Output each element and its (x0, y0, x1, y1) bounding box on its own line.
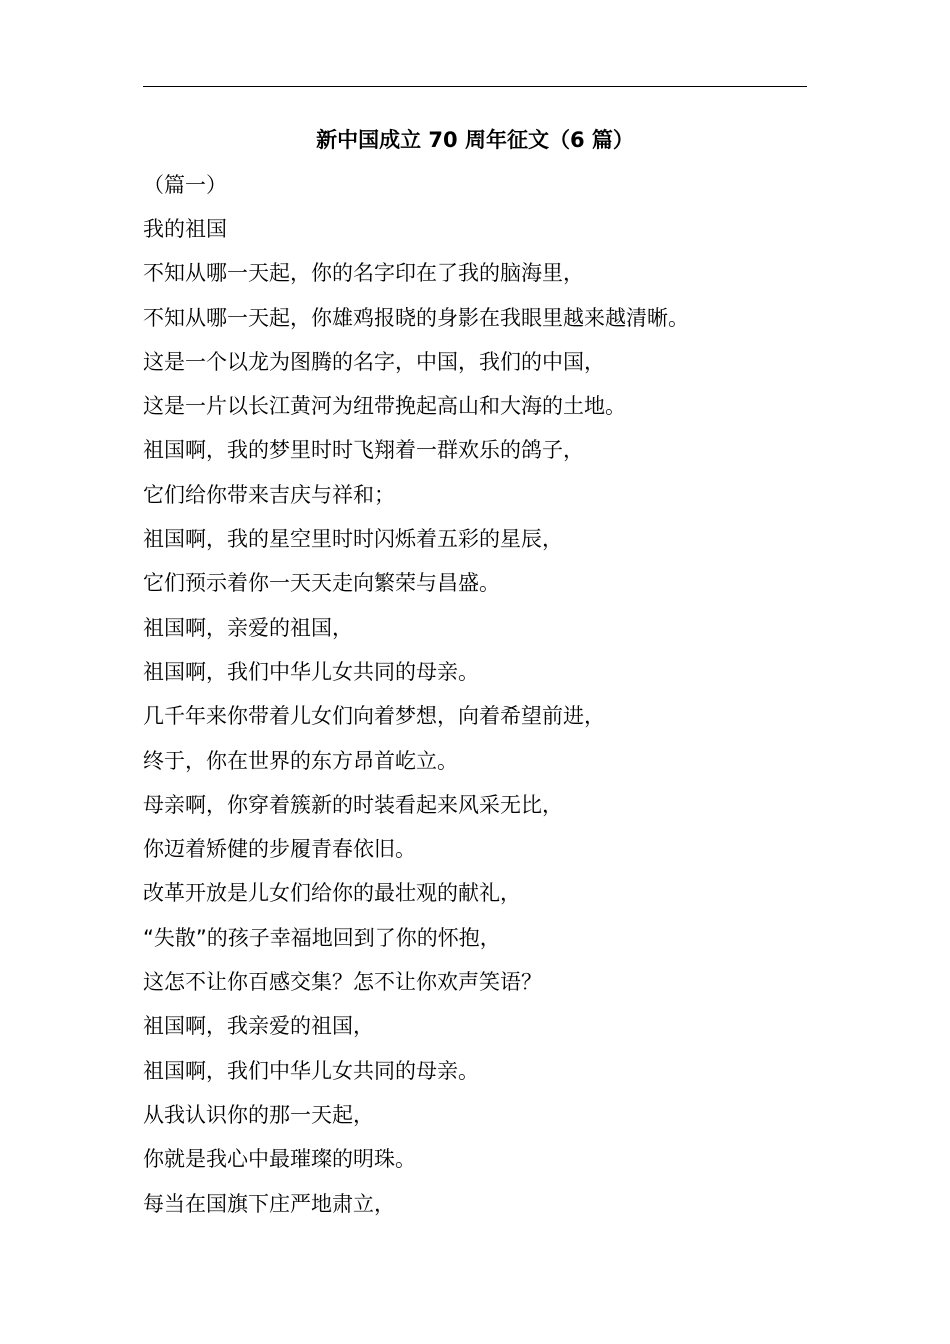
poem-line: 你就是我心中最璀璨的明珠。 (143, 1147, 416, 1172)
poem-line: 不知从哪一天起，你的名字印在了我的脑海里， (143, 261, 584, 286)
poem-line: 你迈着矫健的步履青春依旧。 (143, 837, 416, 862)
poem-line: 祖国啊，我的星空里时时闪烁着五彩的星辰， (143, 527, 563, 552)
poem-title: 我的祖国 (143, 217, 227, 241)
document-title: 新中国成立 70 周年征文（6 篇） (316, 128, 634, 152)
poem-line: 母亲啊，你穿着簇新的时装看起来风采无比， (143, 792, 563, 817)
poem-body (143, 214, 823, 1233)
poem-line: 每当在国旗下庄严地肃立， (143, 1191, 395, 1216)
poem-line: 几千年来你带着儿女们向着梦想，向着希望前进， (143, 704, 605, 729)
poem-line: 祖国啊，我亲爱的祖国， (143, 1014, 374, 1039)
poem-line: 改革开放是儿女们给你的最壮观的献礼， (143, 881, 521, 906)
poem-line: 终于，你在世界的东方昂首屹立。 (143, 748, 458, 773)
poem-line: 这是一片以长江黄河为纽带挽起高山和大海的土地。 (143, 394, 626, 419)
header-rule (143, 86, 807, 87)
poem-line: 这怎不让你百感交集？怎不让你欢声笑语？ (143, 970, 542, 995)
poem-line: 祖国啊，我的梦里时时飞翔着一群欢乐的鸽子， (143, 438, 584, 463)
poem-line: 从我认识你的那一天起， (143, 1102, 374, 1127)
section-label: （篇一） (143, 173, 227, 197)
poem-line: 不知从哪一天起，你雄鸡报晓的身影在我眼里越来越清晰。 (143, 305, 689, 330)
poem-line: 祖国啊，我们中华儿女共同的母亲。 (143, 1058, 479, 1083)
poem-line: 它们给你带来吉庆与祥和； (143, 482, 395, 507)
poem-line: “失散”的孩子幸福地回到了你的怀抱， (143, 925, 501, 950)
poem-line: 祖国啊，亲爱的祖国， (143, 615, 353, 640)
poem-line: 祖国啊，我们中华儿女共同的母亲。 (143, 659, 479, 684)
poem-line: 这是一个以龙为图腾的名字，中国，我们的中国， (143, 349, 605, 374)
poem-line: 它们预示着你一天天走向繁荣与昌盛。 (143, 571, 500, 596)
